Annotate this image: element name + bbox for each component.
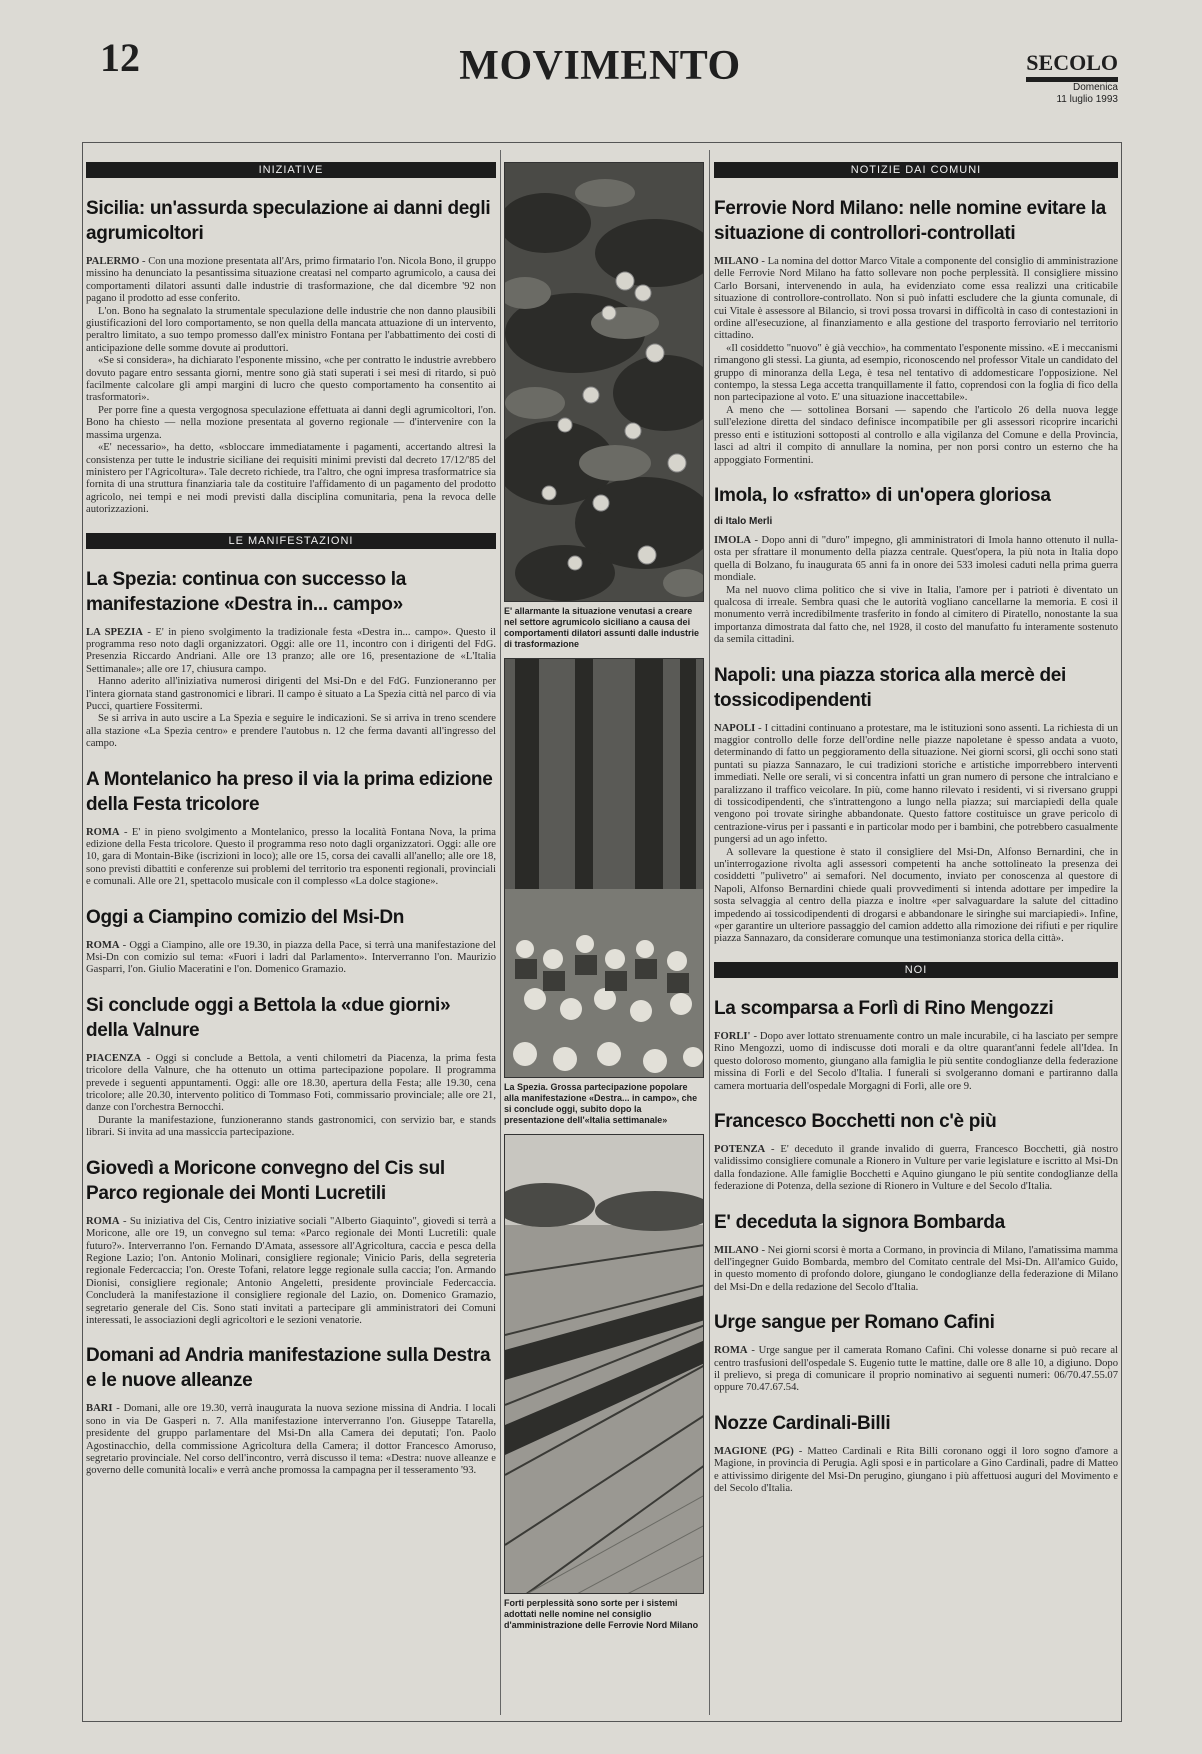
article-body: FORLI' - Dopo aver lottato strenuamente contro un male incurabile, ci ha lasciato per sempre Rino Mengozzi, uomo di indiscusse doti morali e da oltre quarant'anni fedele all'Idea. In questo doloroso momento, giungano alla famiglia le più sentite condoglianze della federazione missina di Forlì e del Secolo d'Italia. I funerali si svolgeranno domani e partiranno dalla camera mortuaria dell'ospedale Morgagni di Forlì, alle ore 9. — [714, 1030, 1118, 1092]
article-headline: E' deceduta la signora Bombarda — [714, 1211, 1005, 1233]
article-body: POTENZA - E' deceduto il grande invalido di guerra, Francesco Bocchetti, già nostro validissimo consigliere comunale a Rionero in Vulture per varie legislature e iscritto al Msi-Dn dalla fondazione. Alle famiglie Bocchetti e Aquino giungano le più sentite condoglianze della federazione di Potenza, della sezione di Rionero in Vulture e del Secolo d'Italia. — [714, 1143, 1118, 1193]
article-headline: Ferrovie Nord Milano: nelle nomine evitare la situazione di controllori-controllati — [714, 198, 1106, 244]
article-body: LA SPEZIA - E' in pieno svolgimento la tradizionale festa «Destra in... campo». Questo il programma reso noto dagli organizzatori. Oggi: alle ore 11, incontro con i dirigenti del FdG. Presenzia Riccardo Andriani. Alle ore 13 pranzo; alle ore 16, presentazione de «L'Italia Settimanale»; alle ore 17, chiusura campo. Hanno aderito all'iniziativa numerosi dirigenti del Msi-Dn e del FdG. Funzioneranno per l'intera giornata stand gastronomici e librari. Il campo è situato a La Spezia città nel parco di via Pucci, quartiere Fossitermi. Se si arriva in auto uscire a La Spezia e seguire le indicazioni. Se si arriva in treno scendere alla stazione «La Spezia centro» e prendere l'autobus n. 12 che ferma davanti all'ingresso del campo. — [86, 626, 496, 750]
article-body: MILANO - Nei giorni scorsi è morta a Cormano, in provincia di Milano, l'amatissima mamma dell'ingegner Guido Bombarda, membro del Comitato centrale del Msi-Dn. All'amico Guido, in questo momento di profondo dolore, giungano le condoglianze della federazione di Milano del Msi-Dn e della redazione del Secolo d'Italia. — [714, 1244, 1118, 1293]
article-body: BARI - Domani, alle ore 19.30, verrà inaugurata la nuova sezione missina di Andria. I locali sono in via De Gasperi n. 7. Alla manifestazione interverranno l'on. Giuseppe Tatarella, presidente del gruppo parlamentare del Msi-Dn alla Camera dei deputati; l'on. Paolo Agostinacchio, della commissione Agricoltura della Camera; il dottor Francesco Amoruso, segretario provinciale. Nel corso dell'incontro, verrà discusso il tema: «Destra: nuove alleanze e governo delle comunità locali» e verrà anche promossa la campagna per il tesseramento '93. — [86, 1403, 496, 1477]
article-body: ROMA - Oggi a Ciampino, alle ore 19.30, in piazza della Pace, si terrà una manifestazione del Msi-Dn con comizio sul tema: «Fuori i ladri dal Parlamento». Interverranno l'on. Maurizio Gasparri, l'on. Giulio Maceratini e l'on. Domenico Gramazio. — [86, 939, 496, 976]
article-headline: Nozze Cardinali-Billi — [714, 1412, 891, 1434]
photo-column — [504, 162, 704, 1639]
article-body: MAGIONE (PG) - Matteo Cardinali e Rita Billi coronano oggi il loro sogno d'amore a Magione, in provincia di Perugia. Agli sposi e in particolare a Gino Cardinali, padre di Matteo e attivissimo dirigente del Msi-Dn perugino, giungano i più affettuosi auguri del Movimento e del Secolo d'Italia. — [714, 1445, 1118, 1494]
photo-orange-tree — [504, 162, 704, 602]
left-column — [86, 162, 496, 1494]
article-ferrovie-nord — [714, 196, 1118, 467]
rubric-noi: NOI — [714, 962, 1118, 978]
photo-crowd — [504, 658, 704, 1078]
article-andria — [86, 1343, 496, 1477]
right-column — [714, 162, 1118, 1511]
issue-day: Domenica — [1072, 82, 1118, 93]
article-headline: Oggi a Ciampino comizio del Msi-Dn — [86, 906, 405, 928]
newspaper-logo: SECOLO — [1026, 50, 1118, 82]
article-ciampino — [86, 905, 496, 977]
article-moricone — [86, 1156, 496, 1328]
article-headline: La Spezia: continua con successo la manifestazione «Destra in... campo» — [86, 568, 406, 615]
orange-tree-image — [505, 163, 704, 602]
rubric-manifestazioni: LE MANIFESTAZIONI — [86, 533, 496, 549]
article-nozze — [714, 1411, 1118, 1496]
article-cafini — [714, 1310, 1118, 1395]
article-bettola — [86, 993, 496, 1140]
article-body: IMOLA - Dopo anni di "duro" impegno, gli amministratori di Imola hanno ottenuto il nulla-osta per sfrattare il monumento della piazza centrale. Quest'opera, la più nota in Italia dopo quella di Bolzano, fu inaugurata 65 anni fa in onore dei 533 imolesi caduti nella prima guerra mondiale. Ma nel nuovo clima politico che si vive in Italia, l'amore per i patrioti è diventato un qualcosa di irreale. Sembra quasi che le autorità vogliano cancellarne la memoria. E così il monumento verrà incredibilmente trasferito in fondo al cimitero di Piratello, nonostante la sua importanza dimostrata dal fatto che, nel 1928, il costo del manufatto fu interamente sostenuto da semila cittadini. — [714, 534, 1118, 646]
article-body: PALERMO - Con una mozione presentata all'Ars, primo firmatario l'on. Nicola Bono, il gruppo missino ha denunciato la pesantissima situazione creatasi nel comparto agrumicolo, a causa dei comportamenti dilatori assunti dalle industrie di trasformazione, che dal dicembre '92 non pagano il prodotto ad esse conferito. L'on. Bono ha segnalato la strumentale speculazione delle industrie che non danno plausibili giustificazioni del loro comportamento, se non quella della mancata attuazione di un intervento, peraltro limitato, a suo tempo promesso dall'ex ministro Fontana per l'abbattimento dei costi di anticipazione delle somme dovute ai produttori. «Se si considera», ha dichiarato l'esponente missino, «che per contratto le industrie avrebbero dovuto pagare entro sessanta giorni, mentre sono già stati superati i sei mesi di ritardo, si può facilmente calcolare gli ampi margini di lucro che questo comportamento ha consentito ai trasformatori». Per porre fine a questa vergognosa speculazione effettuata ai danni degli agrumicoltori, l'on. Bono ha chiesto — nella mozione presentata al governo regionale — d'intervenire con la massima urgenza. «E' necessario», ha detto, «sbloccare immediatamente i pagamenti, accertando altresì la consistenza per tutte le industrie siciliane dei requisiti minimi previsti dal decreto 17/12/'85 del ministero per l'Agricoltura». Tale decreto richiede, tra l'altro, che ogni impresa trasformatrice sia fornita di una struttura finanziaria tale da costituire l'affidamento di un pagamento del prodotto agricolo, nei tempi e nei modi previsti dalla disciplina comunitaria, pena la revoca delle autorizzazioni. — [86, 256, 496, 516]
masthead — [1010, 50, 1118, 106]
article-body: NAPOLI - I cittadini continuano a protestare, ma le istituzioni sono assenti. La richiesta di un maggior controllo delle forze dell'ordine nelle piazze napoletane è spesso andata a vuoto, determinando di fatto un peggioramento della situazione. Nei giorni scorsi, gli occhi sono stati puntati su piazza Sannazaro, le cui tradizioni storiche e artistiche imporrebbero interventi immediati. Nelle ore serali, vi si concentra infatti un gran numero di persone che intralciano e paralizzano il traffico veicolare. In più, come hanno rilevato i residenti, vi si riversano gruppi di tossicodipendenti, che s'intrattengono a lungo nella piazza; sui marciapiedi della quale vengono poi trovate siringhe abbandonate. Questo fattore costituisce un grave pericolo di centrazione-virus per i passanti e in particolar modo per i bambini, che potrebbero casualmente pungersi ad un ago infetto. A sollevare la questione è stato il consigliere del Msi-Dn, Alfonso Bernardini, che in un'interrogazione rivolta agli assessori competenti ha anche sottolineato la presenza dei cosiddetti "pulivetro" ai semafori. Nel documento, inviato per conoscenza al questore di Napoli, Alfonso Bernardini chiede quali provvedimenti si intenda adottare per impedire la sosta selvaggia al centro della piazza e inoltre «per salvaguardare la salute del cittadino impedendo ai tossicodipendenti di drogarsi e abbandonare le siringhe sui marciapiedi». Infine, «per garantire un ulteriore passaggio del camion addetto alla rimozione dei rifiuti e per riqulire piazza Sannazaro, da considerare comunque una testimonianza storica della città». — [714, 722, 1118, 945]
article-headline: A Montelanico ha preso il via la prima edizione della Festa tricolore — [86, 768, 493, 815]
article-headline: Sicilia: un'assurda speculazione ai danni degli agrumicoltori — [86, 198, 491, 244]
article-headline: Giovedì a Moricone convegno del Cis sul Parco regionale dei Monti Lucretili — [86, 1157, 445, 1204]
railway-image — [505, 1135, 704, 1594]
article-body: ROMA - E' in pieno svolgimento a Montelanico, presso la località Fontana Nova, la prima edizione della Festa tricolore. Questo il programma reso noto dagli organizzatori. Oggi: alle ore 10, gara di Montain-Bike (iscrizioni in loco); alle ore 15, corsa dei cavalli all'anello; alle ore 18, sono previsti dibattiti e conferenze sui problemi del territorio tra esponenti regionali, provinciali e comunali. Alle ore 21, spettacolo musicale con il complesso «La dolce stagione». — [86, 826, 496, 888]
article-sicilia — [86, 196, 496, 517]
article-headline: Napoli: una piazza storica alla mercè dei tossicodipendenti — [714, 664, 1066, 711]
article-imola — [714, 483, 1118, 647]
photo-caption: Forti perplessità sono sorte per i sistemi adottati nelle nomine nel consiglio d'amministrazione delle Ferrovie Nord Milano — [504, 1598, 699, 1630]
article-napoli — [714, 663, 1118, 946]
article-mengozzi — [714, 996, 1118, 1093]
article-bocchetti — [714, 1109, 1118, 1194]
rubric-iniziative: INIZIATIVE — [86, 162, 496, 178]
article-headline: La scomparsa a Forlì di Rino Mengozzi — [714, 997, 1054, 1019]
article-bombarda — [714, 1210, 1118, 1295]
photo-caption: E' allarmante la situazione venutasi a creare nel settore agrumicolo siciliano a causa dei comportamenti dilatori assunti dalle industrie di trasformazione — [504, 606, 700, 649]
rubric-notizie-dai-comuni: NOTIZIE DAI COMUNI — [714, 162, 1118, 178]
article-montelanico — [86, 767, 496, 889]
issue-date: 11 luglio 1993 — [1056, 94, 1118, 105]
article-body: ROMA - Su iniziativa del Cis, Centro iniziative sociali "Alberto Giaquinto", giovedì si terrà a Moricone, alle ore 19, un convegno sul tema: «Parco regionale dei Monti Lucretili: quale futuro?». Interverranno l'on. Fernando D'Amata, assessore all'Agricoltura, caccia e pesca della Regione Lazio; l'on. Antonio Molinari, consigliere regionale; Vinicio Paris, della segreteria regionale Federcaccia; l'on. Oreste Tofani, relatore legge regionale sulla caccia; l'on. Armando Dionisi, consigliere regionale; Antonio Angeletti, presidente provinciale Federcaccia. Concluderà la manifestazione il consigliere regionale del Lazio, on. Domenico Gramazio, segretario generale del Cis. Sono stati invitati a partecipare gli amministratori dei Comuni interessati, le associazioni degli agricoltori e le sezioni venatorie. — [86, 1215, 496, 1326]
article-body: PIACENZA - Oggi si conclude a Bettola, a venti chilometri da Piacenza, la prima festa tricolore della Valnure, che ha ottenuto un ottima partecipazione popolare. Il programma prevede i seguenti appuntamenti. Oggi: alle ore 18.30, apertura della Festa; alle 19.30, cena tricolore; alle 20.30, intervento politico di Tommaso Foti, commissario provinciale; alle ore 21, danze con l'orchestra Bernocchi. Durante la manifestazione, funzioneranno stands gastronomici, con servizio bar, e stands librari. Si invita ad una massiccia partecipazione. — [86, 1052, 496, 1139]
column-divider — [709, 150, 710, 1715]
article-la-spezia — [86, 567, 496, 751]
crowd-image — [505, 659, 704, 1078]
article-body: MILANO - La nomina del dottor Marco Vitale a componente del consiglio di amministrazione delle Ferrovie Nord Milano ha fatto sollevare non poche perplessità. Il consigliere missino Carlo Borsani, intervenendo in aula, ha evidenziato come essa realizzi una criticabile situazione di controllore-controllato. Non si può infatti escludere che la giunta comunale, di cui Vitale è assessore al Bilancio, si trovi possa trovarsi in difficoltà in caso di contestazioni in ordine all'esecuzione, al finanziamento e alla gestione del trasporto ferroviario nel territorio cittadino. «Il cosiddetto "nuovo" è già vecchio», ha commentato l'esponente missino. «E i meccanismi rimangono gli stessi. La giunta, ad esempio, riconoscendo nel professor Vitale un candidato del gruppo di minoranza della Lega, è tesa nel tentativo di addomesticare l'opposizione. Nel contempo, la stessa Lega accetta tranquillamente il fatto, coprendosi con la foglia di fico della non partecipazione al voto. E' una situazione inaccettabile». A meno che — sottolinea Borsani — sapendo che l'articolo 26 della nuova legge sull'elezione diretta del sindaco definisce incompatibile per gli assessori ricoprire incarichi presso enti e istituzioni sottoposti al controllo e alla vigilanza del Comune e della Provincia, lasci ad altri il compito di annullare la nomina, per non porsi contro un esterno che ha appoggiato Formentini. — [714, 256, 1118, 466]
article-headline: Si conclude oggi a Bettola la «due giorni» della Valnure — [86, 994, 451, 1041]
article-headline: Francesco Bocchetti non c'è più — [714, 1110, 997, 1132]
photo-railway — [504, 1134, 704, 1594]
column-divider — [500, 150, 501, 1715]
article-byline: di Italo Merli — [714, 515, 773, 527]
article-headline: Urge sangue per Romano Cafini — [714, 1312, 995, 1334]
article-headline: Domani ad Andria manifestazione sulla Destra e le nuove alleanze — [86, 1345, 491, 1392]
page-number: 12 — [100, 35, 140, 80]
photo-caption: La Spezia. Grossa partecipazione popolare alla manifestazione «Destra... in campo», che si conclude oggi, subito dopo la presentazione dell'«Italia settimanale» — [504, 1082, 698, 1125]
article-body: ROMA - Urge sangue per il camerata Romano Cafini. Chi volesse donarne si può recare al centro trasfusioni dell'ospedale S. Eugenio tutte le mattine, dalle ore 8 alle 10, a digiuno. Dopo il prelievo, si prega di comunicare il proprio nominativo ai seguenti numeri: 06/70.47.55.07 oppure 70.47.67.54. — [714, 1345, 1118, 1394]
section-title: MOVIMENTO — [459, 43, 741, 89]
article-headline: Imola, lo «sfratto» di un'opera gloriosa — [714, 484, 1051, 506]
